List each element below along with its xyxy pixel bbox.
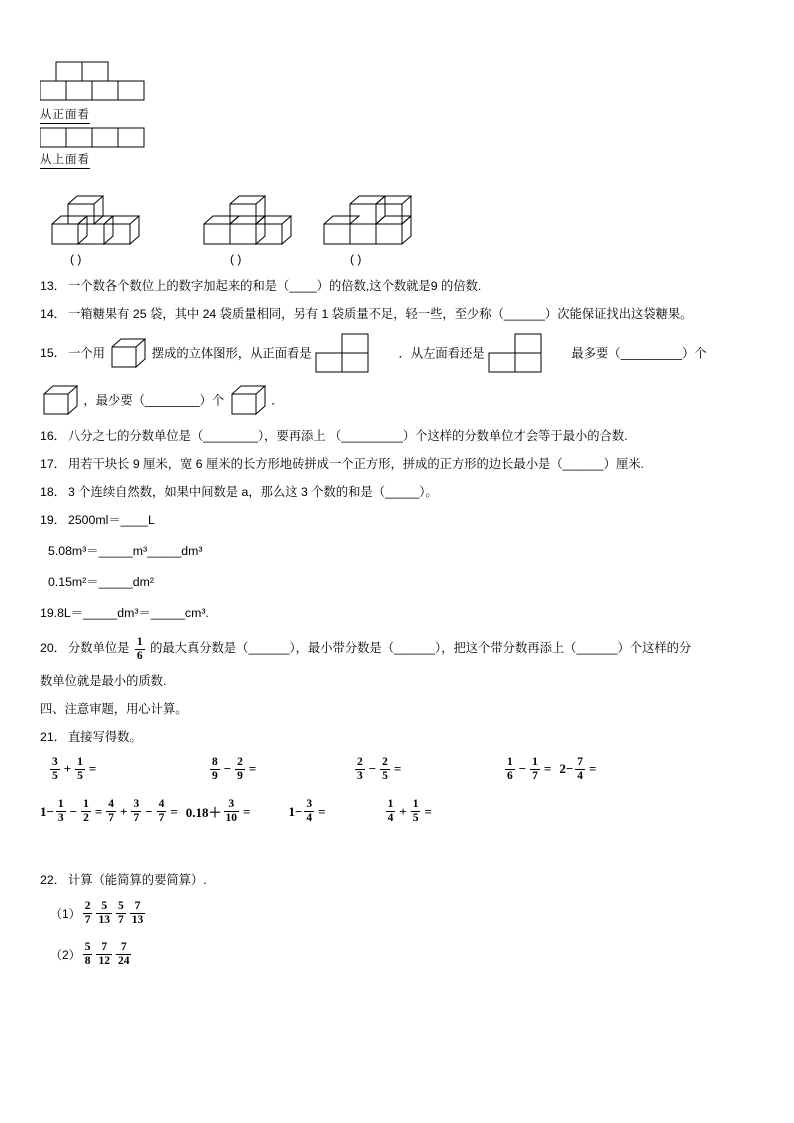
den: 8	[84, 954, 91, 967]
question-20-cont	[40, 672, 754, 691]
question-18-text: 3 个连续自然数，如果中间数是 a，那么这 3 个数的和是（_____）。	[67, 485, 438, 500]
operator-equals: =	[170, 803, 178, 819]
fraction-denominator: 6	[136, 649, 143, 662]
fraction-numerator: 1	[136, 635, 143, 648]
frac-5-7	[116, 900, 126, 927]
frac-1-5	[75, 756, 85, 783]
question-15	[40, 333, 754, 375]
question-19-line-3: 0.15m²＝_____dm²	[48, 575, 154, 590]
num: 2	[357, 755, 363, 768]
question-15-text-e[interactable]: ，最少要（________）个	[83, 393, 225, 408]
question-15-text-b: 摆成的立体图形，从正面看是	[151, 346, 312, 361]
front-view-shape-q15	[315, 333, 395, 375]
frac-1-7	[530, 756, 540, 783]
num: 7	[120, 940, 127, 953]
num: 1	[387, 798, 394, 811]
frac-5-13	[96, 900, 112, 927]
num: 1	[507, 755, 513, 768]
num: 2	[237, 755, 243, 768]
den: 4	[387, 812, 394, 825]
compute-expr-2	[208, 756, 353, 783]
compute-row-1	[48, 756, 754, 783]
question-14-number: 14．	[40, 307, 66, 322]
question-13-number: 13．	[40, 279, 66, 293]
question-22-item-1	[50, 900, 754, 927]
question-20-text-b[interactable]: 的最大真分数是（______），最小带分数是（______），把这个带分数再添上（______）个这样的分	[150, 641, 692, 656]
num: 3	[306, 798, 313, 811]
frac-3-10	[224, 798, 240, 825]
den: 7	[158, 812, 165, 825]
question-20-text-a: 分数单位是	[67, 641, 130, 656]
question-16-text: 八分之七的分数单位是（________），要再添上 （_________）个这样的分数单位才会等于最小的合数.	[67, 429, 628, 444]
question-22-title: 计算（能简算的要简算）.	[67, 873, 207, 888]
question-19-line-2: 5.08m³＝_____m³_____dm³	[48, 544, 203, 559]
num: 1	[57, 798, 64, 811]
question-15-text-a: 一个用	[67, 346, 105, 361]
question-19-line-2-row	[48, 542, 754, 561]
operator-minus: −	[223, 761, 232, 777]
den: 6	[507, 769, 513, 782]
frac-1-2	[81, 798, 91, 825]
option-c-answer-paren[interactable]: ( )	[350, 252, 362, 266]
option-a-shape	[44, 190, 174, 252]
question-21	[40, 728, 754, 747]
question-22	[40, 871, 754, 890]
frac-1-5-b	[411, 798, 421, 825]
num: 1	[77, 755, 83, 768]
question-15-text-c: ．从左面看还是	[398, 346, 485, 361]
top-view-label: 从上面看	[40, 151, 90, 169]
operator-equals: =	[94, 803, 103, 819]
expr-text-1-minus: 1−	[40, 803, 54, 819]
frac-2-3	[355, 756, 365, 783]
num: 3	[133, 798, 140, 811]
num: 3	[228, 798, 235, 811]
den: 9	[237, 769, 243, 782]
front-view-label: 从正面看	[40, 106, 90, 124]
num: 7	[101, 940, 108, 953]
compute-expr-5	[40, 798, 252, 825]
den: 7	[532, 769, 538, 782]
question-19-number: 19．	[40, 513, 66, 528]
num: 1	[83, 798, 89, 811]
num: 3	[52, 755, 58, 768]
operator-minus: −	[69, 803, 78, 819]
operator-plus: +	[120, 803, 128, 819]
den: 3	[57, 812, 64, 825]
question-14-text: 一箱糖果有 25 袋，其中 24 袋质量相同，另有 1 袋质量不足，轻一些，至少称（______）次能保证找出这袋糖果。	[67, 307, 693, 322]
den: 5	[412, 812, 419, 825]
item-label-1: （1）	[50, 907, 81, 922]
option-b-answer-paren[interactable]: ( )	[230, 252, 242, 266]
operator-minus: −	[145, 803, 153, 819]
question-15-cont	[40, 384, 754, 418]
operator-plus: +	[63, 761, 72, 777]
compute-expr-7	[384, 798, 434, 825]
frac-7-24	[116, 941, 132, 968]
operator-equals: =	[318, 803, 326, 819]
den: 4	[306, 812, 313, 825]
den: 13	[131, 914, 144, 927]
den: 9	[212, 769, 218, 782]
unit-cube-icon-2	[40, 384, 80, 418]
frac-1-4	[386, 798, 396, 825]
frac-4-7-b	[157, 798, 167, 825]
section-4-heading: 四、注意审题，用心计算。	[40, 701, 188, 716]
num: 1	[412, 798, 419, 811]
num: 2	[382, 755, 388, 768]
frac-7-13	[130, 900, 146, 927]
frac-5-8	[83, 941, 93, 968]
operator-plus: +	[399, 803, 407, 819]
num: 5	[101, 900, 108, 913]
den: 4	[577, 769, 584, 782]
question-21-title: 直接写得数。	[67, 729, 142, 744]
question-19-line-1: 2500ml＝____L	[67, 513, 155, 528]
option-a-answer-paren[interactable]: ( )	[70, 252, 82, 266]
expr-text-1-minus-b: 1−	[288, 803, 303, 819]
operator-equals: =	[88, 761, 97, 777]
compute-expr-1	[48, 756, 208, 783]
question-20-number: 20．	[40, 641, 66, 656]
question-21-number: 21．	[40, 729, 66, 744]
frac-2-7	[83, 900, 93, 927]
frac-1-3	[56, 798, 66, 825]
num: 8	[212, 755, 218, 768]
question-13	[40, 277, 754, 296]
unit-cube-icon-1	[108, 337, 148, 371]
question-20	[40, 635, 754, 662]
expr-text-018-plus: 0.18＋	[185, 805, 222, 821]
question-19-line-3-row	[48, 573, 754, 592]
operator-equals: =	[248, 761, 257, 777]
question-13-text: 一个数各个数位上的数字加起来的和是（____）的倍数,这个数就是9 的倍数.	[67, 279, 482, 293]
operator-equals: =	[393, 761, 402, 777]
den: 7	[117, 914, 124, 927]
fraction-one-sixth	[135, 636, 145, 663]
question-16-number: 16．	[40, 429, 66, 444]
frac-4-7	[106, 798, 116, 825]
option-b-shape	[200, 190, 330, 252]
question-17	[40, 455, 754, 474]
frac-8-9	[210, 756, 220, 783]
den: 24	[117, 954, 130, 967]
worksheet-content	[40, 60, 754, 968]
operator-equals: =	[424, 803, 432, 819]
compute-expr-3	[353, 756, 503, 783]
question-17-number: 17．	[40, 457, 66, 472]
question-15-text-d[interactable]: 最多要（_________）个	[571, 346, 707, 361]
question-22-item-2	[50, 941, 754, 968]
frac-3-5	[50, 756, 60, 783]
compute-expr-4	[503, 756, 598, 783]
num: 1	[532, 755, 538, 768]
top-view-shape	[40, 126, 160, 150]
compute-expr-6	[288, 798, 327, 825]
num: 7	[577, 755, 584, 768]
den: 7	[84, 914, 91, 927]
den: 5	[77, 769, 83, 782]
question-19-line-4-row	[40, 604, 754, 623]
question-22-number: 22．	[40, 873, 66, 888]
num: 4	[108, 798, 115, 811]
compute-row-2	[40, 798, 754, 825]
question-19-line-4: 19.8L＝_____dm³＝_____cm³.	[40, 606, 209, 621]
question-18-number: 18．	[40, 485, 66, 500]
den: 10	[225, 812, 238, 825]
figure-views	[40, 60, 754, 190]
question-14	[40, 305, 754, 324]
question-19	[40, 511, 754, 530]
den: 13	[98, 914, 110, 927]
operator-equals: =	[543, 761, 552, 777]
question-20-text-c: 数单位就是最小的质数.	[40, 673, 167, 688]
frac-3-4	[304, 798, 314, 825]
frac-7-12	[96, 941, 112, 968]
option-c-shape	[320, 190, 460, 252]
figure-options	[40, 190, 754, 268]
operator-minus: −	[518, 761, 527, 777]
frac-2-9	[235, 756, 245, 783]
question-18	[40, 483, 754, 502]
num: 4	[158, 798, 165, 811]
num: 2	[84, 900, 91, 913]
den: 2	[83, 812, 89, 825]
num: 7	[134, 900, 141, 913]
front-view-shape	[40, 60, 160, 106]
unit-cube-icon-3	[228, 384, 268, 418]
operator-equals: =	[243, 803, 251, 819]
frac-7-4	[575, 756, 585, 783]
operator-minus: −	[368, 761, 377, 777]
operator-equals: =	[589, 761, 597, 777]
den: 5	[382, 769, 388, 782]
frac-2-5	[380, 756, 390, 783]
question-16	[40, 427, 754, 446]
den: 5	[52, 769, 58, 782]
question-15-text-f: ．	[271, 393, 284, 408]
den: 7	[108, 812, 115, 825]
left-view-shape-q15	[488, 333, 568, 375]
den: 3	[357, 769, 363, 782]
expr-text-2-minus: 2−	[559, 761, 574, 777]
frac-3-7	[131, 798, 141, 825]
num: 5	[117, 900, 124, 913]
den: 7	[133, 812, 140, 825]
den: 12	[98, 954, 110, 967]
question-17-text: 用若干块长 9 厘米，宽 6 厘米的长方形地砖拼成一个正方形，拼成的正方形的边长最小是（______）厘米.	[67, 457, 644, 472]
question-15-number: 15．	[40, 346, 66, 361]
num: 5	[84, 940, 91, 953]
item-label-2: （2）	[50, 947, 81, 962]
frac-1-6	[505, 756, 515, 783]
